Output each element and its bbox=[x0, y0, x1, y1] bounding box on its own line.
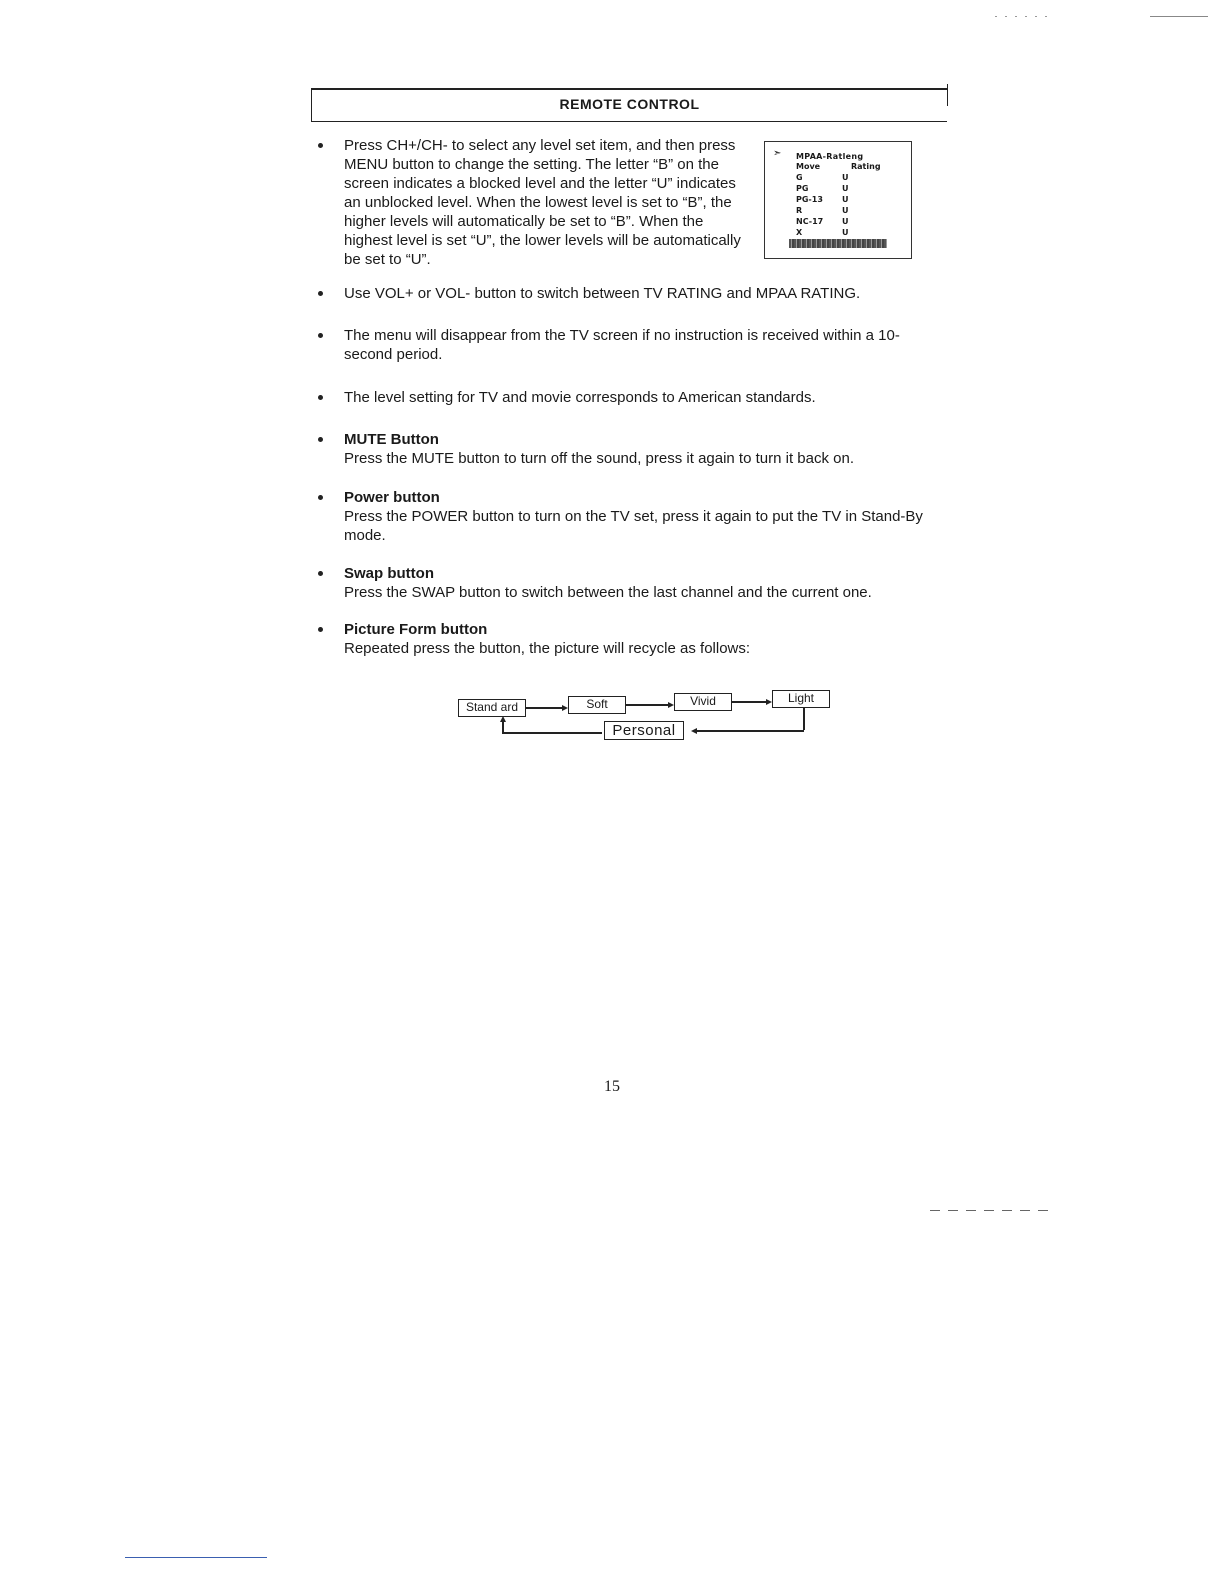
item-text: The level setting for TV and movie corresponds to American standards. bbox=[344, 389, 816, 406]
rating-level: NC-17 bbox=[796, 217, 824, 226]
item-text: Press the POWER button to turn on the TV set, press it again to put the TV in Stand-By mode. bbox=[344, 508, 923, 544]
arrowhead-icon bbox=[500, 716, 506, 722]
page-number: 15 bbox=[604, 1078, 620, 1095]
list-item bbox=[318, 326, 938, 364]
item-text: The menu will disappear from the TV screen if no instruction is received within a 10-second period. bbox=[344, 327, 900, 363]
item-heading: Picture Form button bbox=[344, 621, 488, 638]
bullet-icon bbox=[318, 627, 323, 632]
rating-state: U bbox=[842, 206, 849, 215]
rating-level: R bbox=[796, 206, 803, 215]
menu-column-move: Move bbox=[796, 162, 821, 171]
flow-arrow bbox=[732, 701, 770, 703]
menu-title: MPAA-Ratleng bbox=[796, 152, 864, 161]
scan-artifact bbox=[995, 16, 1055, 17]
bullet-icon bbox=[318, 395, 323, 400]
list-item bbox=[318, 488, 938, 545]
mpaa-rating-menu-screenshot bbox=[764, 141, 912, 259]
item-text: Press the MUTE button to turn off the sound, press it again to turn it back on. bbox=[344, 450, 854, 467]
scan-artifact bbox=[1150, 16, 1208, 17]
list-item bbox=[318, 430, 938, 468]
flow-arrow bbox=[696, 730, 804, 732]
item-text: Press CH+/CH- to select any level set item, and then press MENU button to change the setting. The letter “B” on the screen indicates a blocked level and the letter “U” indicates an unblocked level. When the lowest level is set to “B”, the higher levels will automatically be set to “B”. When the highest level is set “U”, the lower levels will be automatically be set to “U”. bbox=[344, 137, 741, 268]
rating-state: U bbox=[842, 184, 849, 193]
bullet-icon bbox=[318, 291, 323, 296]
item-text: Use VOL+ or VOL- button to switch between TV RATING and MPAA RATING. bbox=[344, 285, 861, 302]
mode-vivid: Vivid bbox=[674, 693, 732, 711]
flow-arrow bbox=[626, 704, 672, 706]
mode-standard: Stand ard bbox=[458, 699, 526, 717]
mode-personal: Personal bbox=[604, 721, 684, 740]
footer-rule bbox=[125, 1557, 267, 1558]
menu-highlight-bar bbox=[789, 239, 887, 248]
section-title: REMOTE CONTROL bbox=[559, 96, 700, 112]
list-item bbox=[318, 388, 938, 407]
rating-level: G bbox=[796, 173, 803, 182]
bullet-icon bbox=[318, 437, 323, 442]
mode-light: Light bbox=[772, 690, 830, 708]
flow-arrow bbox=[526, 707, 566, 709]
list-item bbox=[318, 620, 938, 658]
arrowhead-icon bbox=[691, 728, 697, 734]
scan-artifact bbox=[930, 1210, 1050, 1211]
item-heading: Swap button bbox=[344, 565, 434, 582]
rating-state: U bbox=[842, 173, 849, 182]
item-text: Repeated press the button, the picture will recycle as follows: bbox=[344, 640, 751, 657]
section-header bbox=[311, 88, 947, 122]
flow-arrow bbox=[803, 708, 805, 730]
list-item bbox=[318, 564, 938, 602]
list-item bbox=[318, 284, 938, 303]
rating-level: X bbox=[796, 228, 803, 237]
bullet-icon bbox=[318, 495, 323, 500]
pointer-arrow-icon: ➣ bbox=[773, 148, 782, 159]
rating-state: U bbox=[842, 228, 849, 237]
picture-mode-diagram bbox=[458, 690, 838, 740]
item-heading: MUTE Button bbox=[344, 431, 439, 448]
rating-state: U bbox=[842, 195, 849, 204]
rating-level: PG-13 bbox=[796, 195, 823, 204]
bullet-icon bbox=[318, 333, 323, 338]
rating-level: PG bbox=[796, 184, 809, 193]
rating-state: U bbox=[842, 217, 849, 226]
menu-column-rating: Rating bbox=[851, 162, 881, 171]
bullet-icon bbox=[318, 143, 323, 148]
mode-soft: Soft bbox=[568, 696, 626, 714]
item-text: Press the SWAP button to switch between the last channel and the current one. bbox=[344, 584, 872, 601]
bullet-icon bbox=[318, 571, 323, 576]
item-heading: Power button bbox=[344, 489, 440, 506]
flow-arrow bbox=[502, 732, 602, 734]
